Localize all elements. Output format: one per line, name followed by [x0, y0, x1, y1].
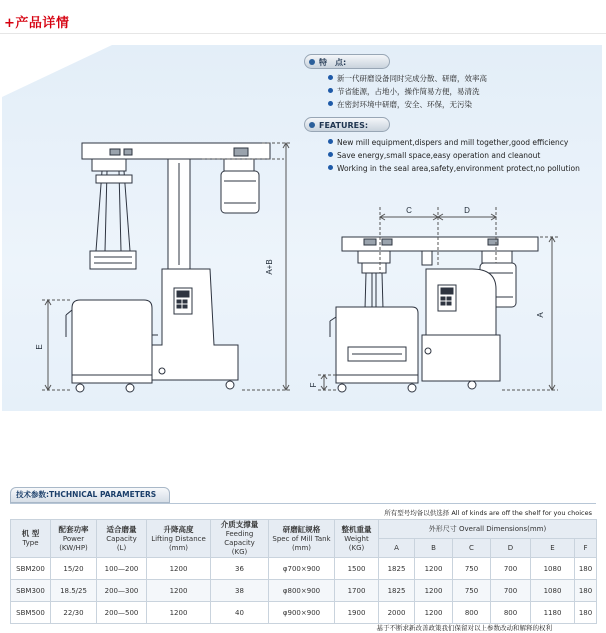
text-label: 介质支撑量 — [220, 520, 259, 529]
text-label: Lifting Distance — [151, 534, 206, 543]
text-label: (KG) — [231, 548, 248, 556]
text-label: (L) — [116, 543, 127, 552]
table-cell: 15/20 — [51, 558, 97, 580]
table-cell: 1700 — [335, 580, 379, 602]
table-cell: 1200 — [415, 580, 453, 602]
text-label: Type — [22, 539, 39, 547]
table-cell: 180 — [575, 602, 597, 624]
text-label: 配套功率 — [58, 524, 89, 534]
text-label: 特 点: — [319, 58, 347, 67]
table-cell: 1080 — [531, 558, 575, 580]
table-cell: 40 — [211, 602, 269, 624]
dim-label-a-plus-b: A+B — [265, 259, 274, 275]
table-cell: SBM500 — [11, 602, 51, 624]
dim-label-e: E — [35, 344, 44, 350]
text-label: 整机重量 — [341, 524, 372, 534]
table-cell: 1200 — [147, 558, 211, 580]
machine-drawing — [2, 45, 602, 411]
text-label: Feeding Capacity — [224, 530, 255, 547]
table-cell: 180 — [575, 580, 597, 602]
text-label: New mill equipment,dispers and mill together,good efficiency — [337, 138, 569, 147]
footer-note — [10, 623, 596, 632]
product-drawing-panel — [2, 45, 602, 411]
header-lift — [147, 520, 211, 558]
table-cell: φ800×900 — [269, 580, 335, 602]
table-row — [11, 580, 597, 602]
text-label: (KG) — [348, 543, 365, 552]
header-tank — [269, 520, 335, 558]
table-cell: 1200 — [415, 558, 453, 580]
table-cell: 1825 — [379, 558, 415, 580]
table-cell: 180 — [575, 558, 597, 580]
header-model — [11, 520, 51, 558]
header-dim-e: E — [531, 539, 575, 558]
section-title: +产品详情 — [4, 16, 70, 31]
table-cell: φ900×900 — [269, 602, 335, 624]
table-cell: SBM200 — [11, 558, 51, 580]
left-machine-elevation — [66, 143, 270, 392]
spec-table — [10, 519, 597, 624]
header-dim-f: F — [575, 539, 597, 558]
text-label: Weight — [344, 534, 369, 543]
table-cell: 1900 — [335, 602, 379, 624]
header-dim-c: C — [453, 539, 491, 558]
table-cell: 750 — [453, 558, 491, 580]
table-cell: 1500 — [335, 558, 379, 580]
text-label: Spec of Mill Tank — [272, 534, 331, 543]
table-cell: 200—500 — [97, 602, 147, 624]
table-cell: 1825 — [379, 580, 415, 602]
table-cell: 36 — [211, 558, 269, 580]
table-cell: 100—200 — [97, 558, 147, 580]
title-divider — [0, 33, 606, 34]
table-cell: φ700×900 — [269, 558, 335, 580]
table-cell: 800 — [491, 602, 531, 624]
text-label: FEATURES: — [319, 121, 369, 130]
table-cell: 200—300 — [97, 580, 147, 602]
text-label: 节省能源，占地小，操作简易方便，易清洗 — [337, 87, 480, 96]
table-cell: 2000 — [379, 602, 415, 624]
table-cell: 1200 — [147, 580, 211, 602]
dim-label-f: F — [309, 382, 318, 388]
table-cell: 700 — [491, 558, 531, 580]
text-label: (mm) — [291, 543, 312, 552]
header-feed — [211, 520, 269, 558]
table-row — [11, 602, 597, 624]
text-label: 在密封环境中研磨，安全、环保，无污染 — [337, 100, 472, 109]
text-label: 研磨缸规格 — [282, 524, 321, 534]
dim-label-d: D — [464, 206, 470, 215]
header-dim-b: B — [415, 539, 453, 558]
text-label: Power — [62, 534, 85, 543]
right-machine-elevation — [330, 237, 538, 392]
spec-section — [10, 487, 596, 633]
spec-tab-bar — [10, 487, 596, 504]
table-cell: SBM300 — [11, 580, 51, 602]
table-row — [11, 558, 597, 580]
text-label: Save energy,small space,easy operation and cleanout — [337, 151, 541, 160]
table-cell: 1200 — [415, 602, 453, 624]
spec-tab: 技术参数:THCHNICAL PARAMETERS — [10, 487, 170, 503]
header-dim-d: D — [491, 539, 531, 558]
dim-label-a: A — [536, 312, 545, 318]
header-dim-a: A — [379, 539, 415, 558]
text-label: (mm) — [168, 543, 189, 552]
header-capacity — [97, 520, 147, 558]
text-label: 升降高度 — [163, 524, 194, 534]
text-label: 适合磨量 — [106, 524, 137, 534]
text-label: 机 型 — [21, 529, 40, 538]
table-cell: 1180 — [531, 602, 575, 624]
header-overall: 外形尺寸 Overall Dimensions(mm) — [379, 520, 597, 539]
table-cell: 800 — [453, 602, 491, 624]
dim-label-c: C — [406, 206, 412, 215]
text-label: 基于不断求新改善政策我们保留对以上参数改动和解释的权利 — [376, 624, 552, 632]
table-cell: 700 — [491, 580, 531, 602]
header-weight — [335, 520, 379, 558]
table-cell: 18.5/25 — [51, 580, 97, 602]
stock-note: 所有型号均备以供选择 All of kinds are off the shelf for you choices — [384, 509, 592, 517]
table-cell: 38 — [211, 580, 269, 602]
text-label: Capacity — [106, 534, 137, 543]
header-power — [51, 520, 97, 558]
text-label: (KW/HP) — [59, 543, 88, 552]
text-label: Working in the seal area,safety,environment protect,no pollution — [337, 164, 580, 173]
text-label: 新一代研磨设备同时完成分散、研磨，效率高 — [337, 74, 487, 83]
table-cell: 1080 — [531, 580, 575, 602]
table-cell: 750 — [453, 580, 491, 602]
table-cell: 1200 — [147, 602, 211, 624]
table-cell: 22/30 — [51, 602, 97, 624]
